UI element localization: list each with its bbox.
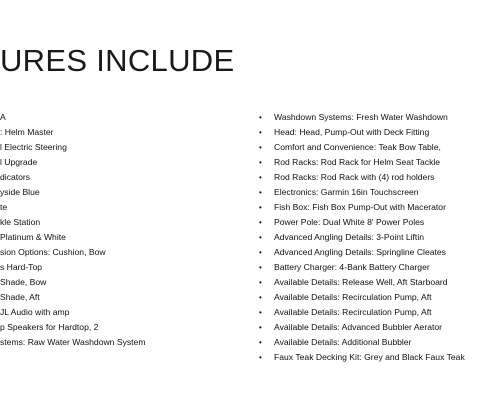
feature-item-text: Rod Racks: Rod Rack with (4) rod holders [274,172,435,182]
bullet-icon: • [259,323,262,332]
feature-item [258,155,498,170]
feature-item: A [0,112,6,122]
feature-item [258,290,498,305]
feature-item-text: Available Details: Additional Bubbler [274,337,412,347]
feature-item [258,200,498,215]
bullet-icon: • [259,113,262,122]
feature-item-text: Washdown Systems: Fresh Water Washdown [274,112,448,122]
feature-item: : Helm Master [0,127,54,137]
bullet-icon: • [259,248,262,257]
feature-item [258,230,498,245]
feature-item-text: Power Pole: Dual White 8' Power Poles [274,217,425,227]
feature-item: Shade, Aft [0,292,40,302]
feature-item-text: Available Details: Recirculation Pump, Aft [274,307,432,317]
feature-item [258,140,498,155]
bullet-icon: • [259,128,262,137]
bullet-icon: • [259,263,262,272]
feature-item: yside Blue [0,187,40,197]
feature-item-text: Advanced Angling Details: Springline Cleates [274,247,446,257]
bullet-icon: • [259,293,262,302]
bullet-icon: • [259,338,262,347]
feature-item [258,170,498,185]
feature-item-text: Advanced Angling Details: 3-Point Liftin [274,232,425,242]
bullet-icon: • [259,218,262,227]
feature-item [258,215,498,230]
feature-item: s Hard-Top [0,262,43,272]
bullet-icon: • [259,188,262,197]
feature-item [258,335,498,350]
features-list-right [258,110,498,365]
feature-item-text: Available Details: Advanced Bubbler Aerator [274,322,443,332]
feature-item-text: Fish Box: Fish Box Pump-Out with Macerator [274,202,446,212]
feature-item-text: Electronics: Garmin 16in Touchscreen [274,187,419,197]
feature-item-text: Rod Racks: Rod Rack for Helm Seat Tackle [274,157,441,167]
feature-item [258,320,498,335]
features-heading: URES INCLUDE [0,43,235,78]
feature-item: l Electric Steering [0,142,67,152]
feature-item: kle Station [0,217,41,227]
bullet-icon: • [259,173,262,182]
feature-item [258,245,498,260]
feature-item: Platinum & White [0,232,66,242]
feature-item: l Upgrade [0,157,38,167]
feature-item [258,305,498,320]
feature-item: te [0,202,8,212]
bullet-icon: • [259,233,262,242]
bullet-icon: • [259,278,262,287]
feature-item [258,260,498,275]
feature-item [258,125,498,140]
bullet-icon: • [259,353,262,362]
bullet-icon: • [259,158,262,167]
feature-item-text: Head: Head, Pump-Out with Deck Fitting [274,127,430,137]
feature-item [258,275,498,290]
feature-item-text: Available Details: Release Well, Aft Starboard [274,277,448,287]
feature-item [258,110,498,125]
bullet-icon: • [259,143,262,152]
feature-item: sion Options: Cushion, Bow [0,247,106,257]
feature-item-text: Faux Teak Decking Kit: Grey and Black Faux Teak [274,352,465,362]
feature-item [258,185,498,200]
features-list-left [0,110,220,350]
feature-item: JL Audio with amp [0,307,70,317]
feature-item-text: Comfort and Convenience: Teak Bow Table, [274,142,441,152]
feature-item-text: Available Details: Recirculation Pump, Aft [274,292,432,302]
bullet-icon: • [259,203,262,212]
feature-item: p Speakers for Hardtop, 2 [0,322,99,332]
feature-item: Shade, Bow [0,277,47,287]
feature-item [258,350,498,365]
feature-item-text: Battery Charger: 4-Bank Battery Charger [274,262,430,272]
bullet-icon: • [259,308,262,317]
feature-item: stems: Raw Water Washdown System [0,337,146,347]
feature-item: dicators [0,172,31,182]
